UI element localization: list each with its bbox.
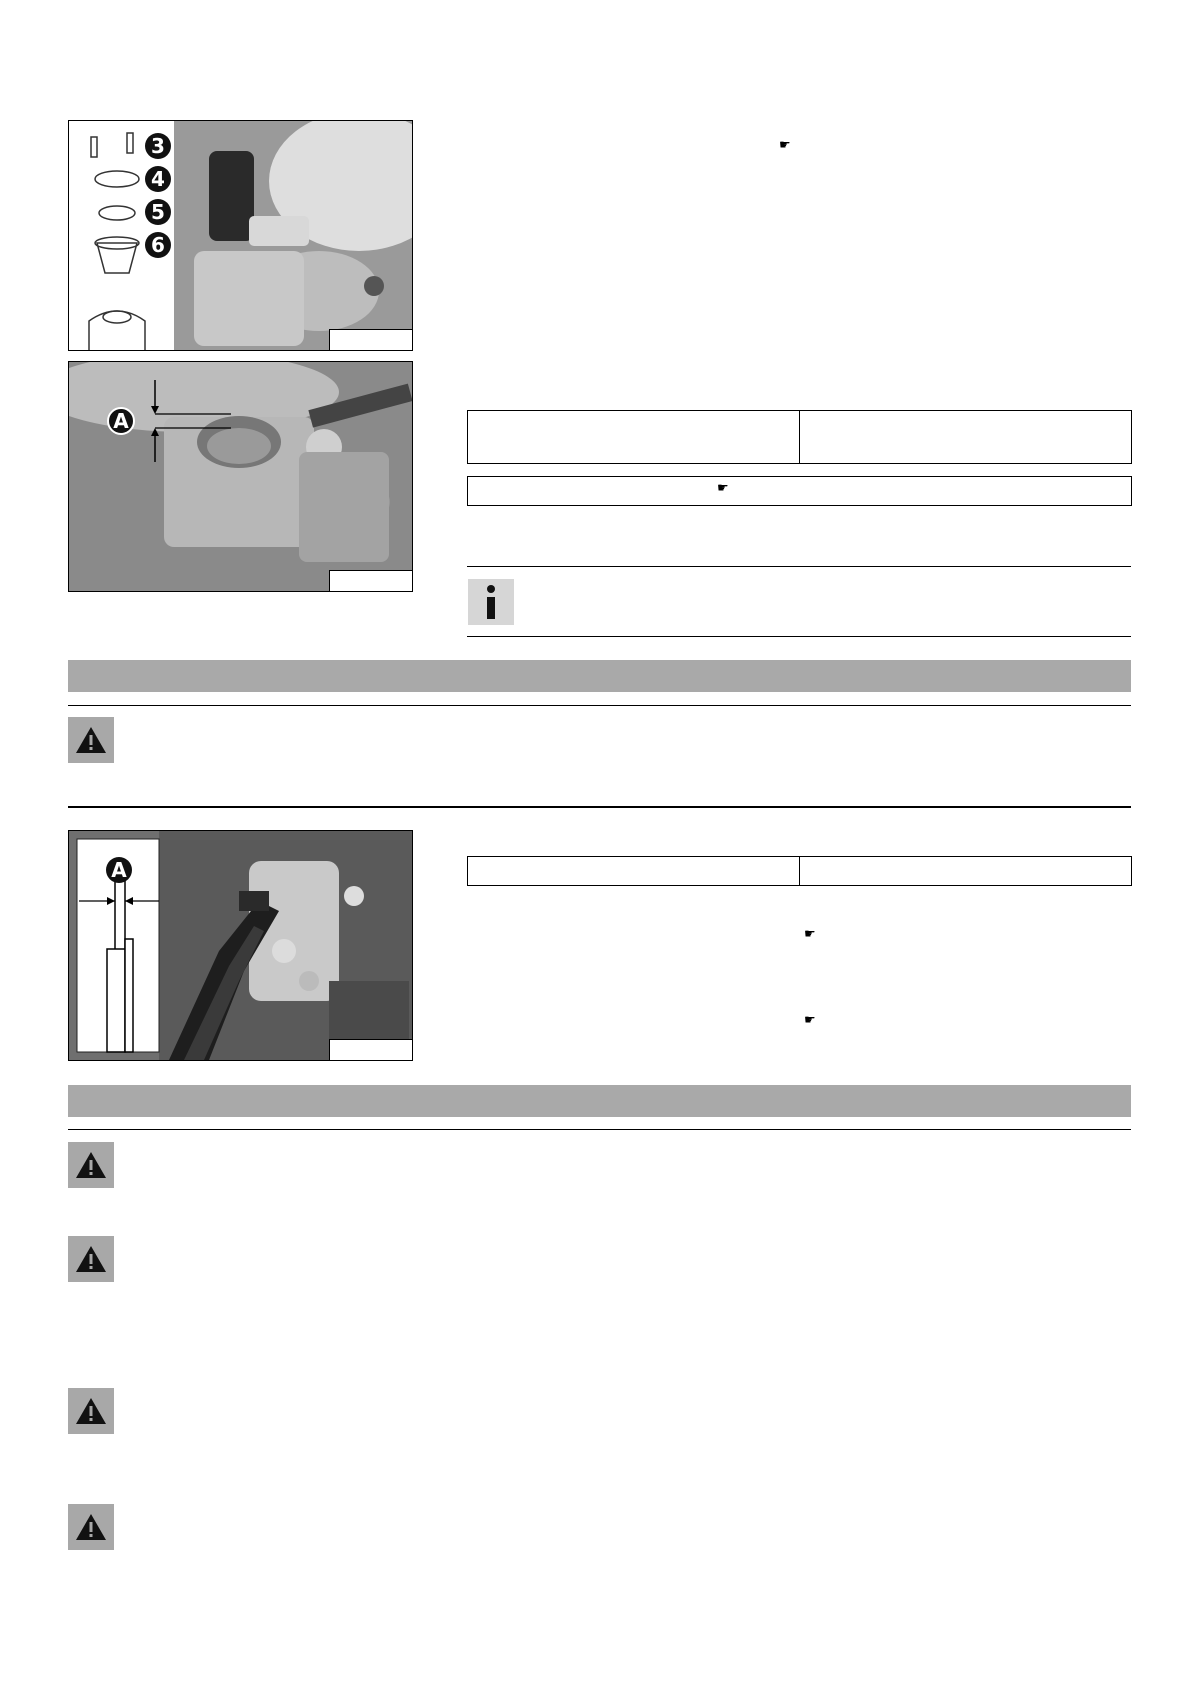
callout-3: 3 [145,133,171,159]
info-icon [468,579,514,625]
pointing-hand-icon: ☛ [804,926,816,941]
warning-rule-top [68,705,1131,706]
info-rule-bottom [467,636,1131,637]
spec-table-2-cell [468,477,1131,505]
figure-brake-pad-thickness [68,830,413,1061]
pointing-hand-icon: ☛ [804,1012,816,1027]
figure-id-label [329,329,412,350]
warning-rule-top [68,1129,1131,1130]
fluid-level-photo-illustration [69,362,412,591]
spec-table-3-cell-left [468,857,799,885]
section-divider [68,806,1131,808]
figure-fluid-level [68,361,413,592]
spec-table-2 [467,476,1132,506]
callout-5: 5 [145,199,171,225]
spec-table-1 [467,410,1132,464]
callout-A-fluid-level: A [107,407,135,435]
warning-triangle-icon [68,717,114,763]
spec-table-1-cell-left [468,411,799,463]
figure-reservoir-parts [68,120,413,351]
pointing-hand-icon: ☛ [717,480,729,495]
callout-A-pad-thickness: A [106,857,132,883]
callout-6: 6 [145,232,171,258]
reservoir-photo-illustration [69,121,412,350]
spec-table-1-cell-right [799,411,1131,463]
warning-triangle-icon [68,1388,114,1434]
pointing-hand-icon: ☛ [779,137,791,152]
section-heading-bar [68,660,1131,692]
info-rule-top [467,566,1131,567]
figure-id-label [329,570,412,591]
warning-triangle-icon [68,1504,114,1550]
spec-table-3-cell-right [799,857,1131,885]
figure-id-label [329,1039,412,1060]
section-heading-bar [68,1085,1131,1117]
warning-triangle-icon [68,1142,114,1188]
warning-triangle-icon [68,1236,114,1282]
spec-table-3 [467,856,1132,886]
callout-4: 4 [145,166,171,192]
